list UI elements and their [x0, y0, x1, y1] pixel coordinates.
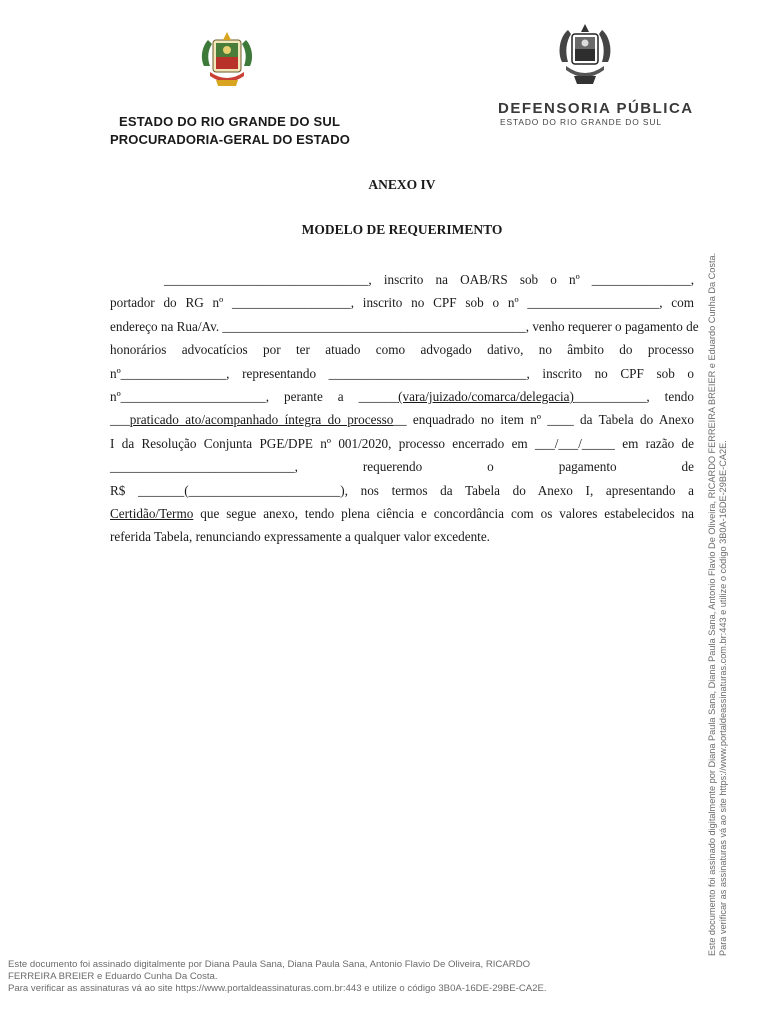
body-line: nº________________, representando ______________________________, inscrito no CPF sob o — [110, 365, 694, 381]
bottom-stamp-line: Este documento foi assinado digitalmente por Diana Paula Sana, Diana Paula Sana, Antonio Flavio De Oliveira, RICARDO — [8, 959, 531, 970]
defensoria-coat-of-arms-icon — [552, 22, 618, 94]
rs-coat-of-arms-icon — [196, 28, 258, 92]
annex-title: ANEXO IV — [368, 177, 436, 192]
bottom-signature-stamp — [8, 959, 608, 995]
state-heading: ESTADO DO RIO GRANDE DO SUL — [119, 114, 341, 129]
bottom-stamp-line: FERREIRA BREIER e Eduardo Cunha Da Costa. — [8, 971, 218, 982]
body-line: referida Tabela, renunciando expressamente a qualquer valor excedente. — [110, 529, 490, 545]
act-placeholder: praticado ato/acompanhado íntegra do processo — [129, 412, 394, 428]
body-line: R$ _______(_______________________), nos termos da Tabela do Anexo I, apresentando a — [110, 482, 694, 498]
defensoria-name: DEFENSORIA PÚBLICA — [498, 100, 694, 117]
body-line: ___praticado ato/acompanhado íntegra do processo__ enquadrado no item nº ____ da Tabela do Anexo — [110, 412, 694, 428]
body-line: _______________________________, inscrito na OAB/RS sob o nº _______________, — [164, 272, 694, 287]
side-stamp-line: Para verificar as assinaturas vá ao site https://www.portaldeassinaturas.com.br:443 e utilize o código 3B0A-16DE-29BE-CA2E. — [718, 440, 728, 956]
body-line: ____________________________, requerendo o pagamento de — [110, 459, 694, 475]
defensoria-subtitle: ESTADO DO RIO GRANDE DO SUL — [500, 117, 662, 127]
document-title: MODELO DE REQUERIMENTO — [301, 222, 503, 237]
body-line: portador do RG nº __________________, inscrito no CPF sob o nº ____________________, com — [110, 295, 694, 311]
side-stamp-line: Este documento foi assinado digitalmente por Diana Paula Sana, Diana Paula Sana, Antonio Flavio De Oliveira, RICARDO FERREIRA BREIER e Eduardo Cunha Da Costa. — [707, 252, 717, 956]
bottom-stamp-line: Para verificar as assinaturas vá ao site https://www.portaldeassinaturas.com.br:443 e utilize o código 3B0A-16DE-29BE-CA2E. — [8, 983, 547, 994]
request-body — [110, 268, 699, 549]
body-line: nº______________________, perante a ______(vara/juizado/comarca/delegacia)___________, tendo — [110, 388, 694, 404]
agency-heading: PROCURADORIA-GERAL DO ESTADO — [110, 132, 350, 147]
court-placeholder: (vara/juizado/comarca/delegacia) — [398, 388, 574, 404]
body-line: Certidão/Termo que segue anexo, tendo plena ciência e concordância com os valores estabelecidos na — [110, 505, 694, 521]
body-line: I da Resolução Conjunta PGE/DPE nº 001/2020, processo encerrado em ___/___/_____ em razão de — [110, 435, 694, 451]
body-line: honorários advocatícios por ter atuado como advogado dativo, no âmbito do processo — [110, 342, 694, 358]
side-signature-stamp — [707, 196, 729, 956]
certificate-term: Certidão/Termo — [110, 505, 194, 521]
body-line: endereço na Rua/Av. ______________________________________________, venho requerer o pagamento de — [110, 318, 699, 334]
